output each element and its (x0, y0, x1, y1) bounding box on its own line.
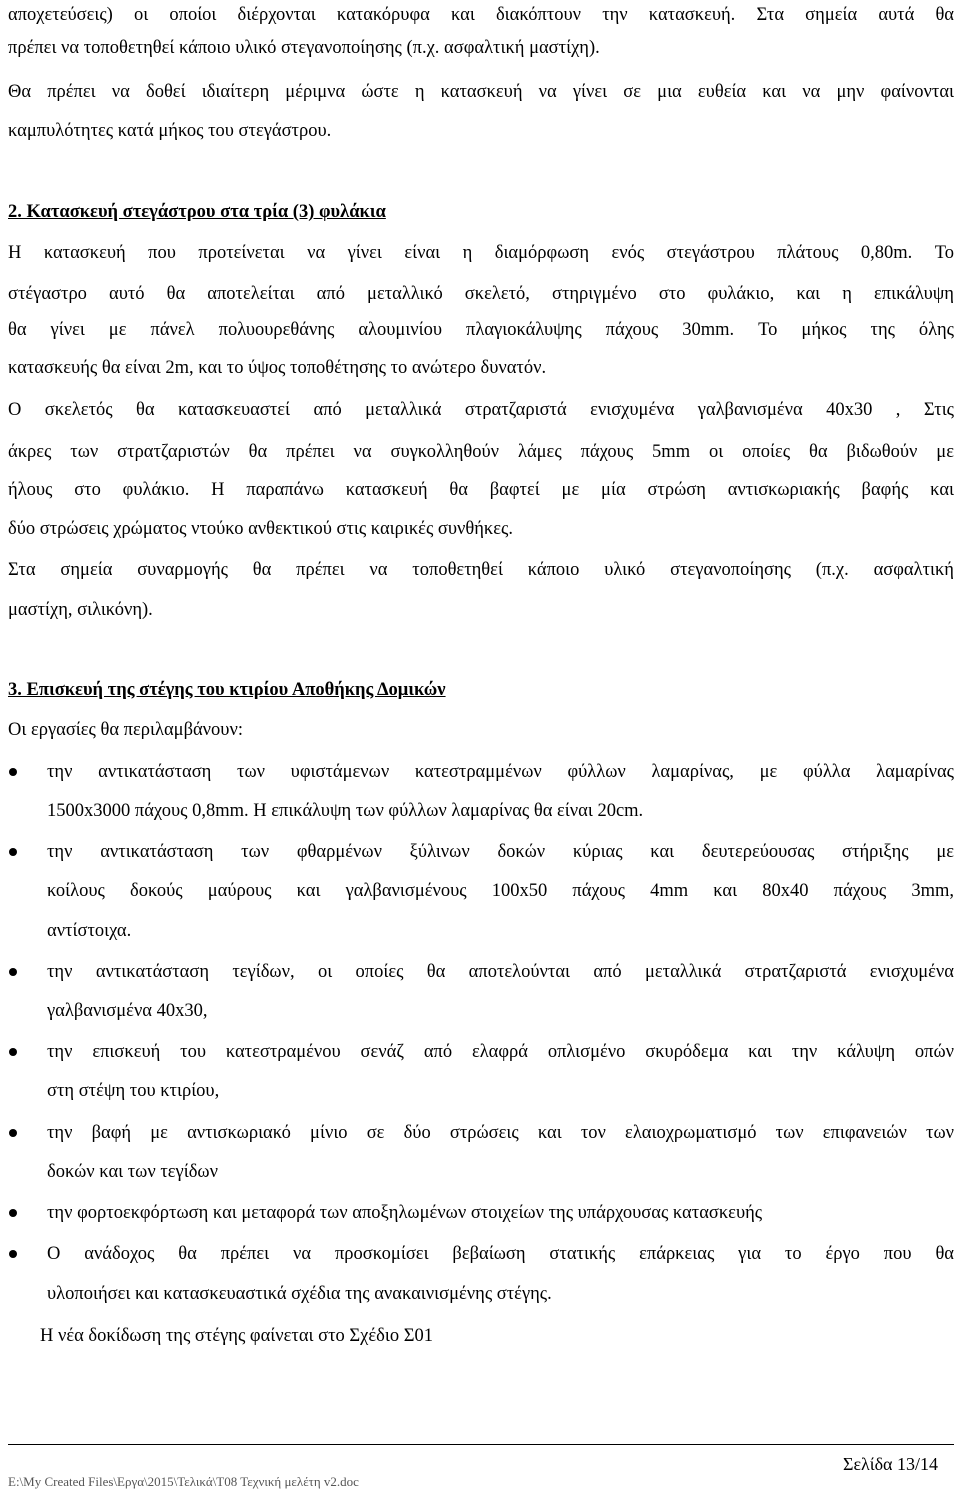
section-3-heading: 3. Επισκευή της στέγης του κτιρίου Αποθήκης Δομικών (8, 680, 446, 700)
section-3-intro: Οι εργασίες θα περιλαμβάνουν: (8, 720, 243, 740)
bullet-item-line: αντίστοιχα. (47, 921, 132, 941)
bullet-item-line: 1500x3000 πάχους 0,8mm. Η επικάλυψη των φύλλων λαμαρίνας θα είναι 20cm. (47, 801, 644, 821)
section-3-closing: Η νέα δοκίδωση της στέγης φαίνεται στο Σχέδιο Σ01 (40, 1326, 433, 1346)
bullet-item-line: την αντικατάσταση τεγίδων, οι οποίες θα αποτελούνται από μεταλλικά στρατζαριστά ενισχυμένα (47, 962, 954, 982)
section-2-line: μαστίχη, σιλικόνη). (8, 600, 153, 620)
bullet-dot (9, 848, 17, 856)
section-2-heading: 2. Κατασκευή στεγάστρου στα τρία (3) φυλάκια (8, 202, 386, 222)
section-2-line: Η κατασκευή που προτείνεται να γίνει είναι η διαμόρφωση ενός στεγάστρου πλάτους 0,80m. Το (8, 243, 954, 263)
bullet-item-line: γαλβανισμένα 40x30, (47, 1001, 208, 1021)
intro-line: Θα πρέπει να δοθεί ιδιαίτερη μέριμνα ώστε η κατασκευή να γίνει σε μια ευθεία και να μην φαίνονται (8, 82, 954, 102)
footer-divider (8, 1444, 954, 1445)
bullet-item-line: στη στέψη του κτιρίου, (47, 1081, 220, 1101)
intro-line: καμπυλότητες κατά μήκος του στεγάστρου. (8, 121, 332, 141)
bullet-item-line: κοίλους δοκούς μαύρους και γαλβανισμένους 100x50 πάχους 4mm και 80x40 πάχους 3mm, (47, 881, 954, 901)
file-path: E:\My Created Files\Εργα\2015\Τελικά\Τ08 Τεχνική μελέτη v2.doc (8, 1474, 359, 1489)
bullet-item-line: δοκών και των τεγίδων (47, 1162, 218, 1182)
bullet-item-line: την βαφή με αντισκωριακό μίνιο σε δύο στρώσεις και τον ελαιοχρωματισμό των επιφανειών των (47, 1123, 954, 1143)
bullet-item-line: την αντικατάσταση των φθαρμένων ξύλινων δοκών κύριας και δευτερεύουσας στήριξης με (47, 842, 954, 862)
intro-line: αποχετεύσεις) οι οποίοι διέρχονται κατακόρυφα και διακόπτουν την κατασκευή. Στα σημεία αυτά θα (8, 5, 954, 25)
section-2-line: άκρες των στρατζαριστών θα πρέπει να συγκολληθούν λάμες πάχους 5mm οι οποίες θα βιδωθούν με (8, 442, 954, 462)
bullet-item-line: την αντικατάσταση των υφιστάμενων κατεστραμμένων φύλλων λαμαρίνας, με φύλλα λαμαρίνας (47, 762, 954, 782)
page-number: Σελίδα 13/14 (842, 1454, 938, 1474)
bullet-dot (9, 1209, 17, 1217)
section-2-line: στέγαστρο αυτό θα αποτελείται από μεταλλικό σκελετό, στηριγμένο στο φυλάκιο, και η επικάλυψη (8, 284, 954, 304)
section-2-line: θα γίνει με πάνελ πολυουρεθάνης αλουμινίου πλαγιοκάλυψης πάχους 30mm. Το μήκος της όλης (8, 320, 954, 340)
bullet-item-line: την φορτοεκφόρτωση και μεταφορά των αποξηλωμένων στοιχείων της υπάρχουσας κατασκευής (47, 1203, 763, 1223)
bullet-item-line: Ο ανάδοχος θα πρέπει να προσκομίσει βεβαίωση στατικής επάρκειας για το έργο που θα (47, 1244, 954, 1264)
intro-line: πρέπει να τοποθετηθεί κάποιο υλικό στεγανοποίησης (π.χ. ασφαλτική μαστίχη). (8, 38, 600, 58)
bullet-dot (9, 1250, 17, 1258)
section-2-line: ήλους στο φυλάκιο. Η παραπάνω κατασκευή θα βαφτεί με μία στρώση αντισκωριακής βαφής και (8, 480, 954, 500)
bullet-dot (9, 768, 17, 776)
section-2-line: Ο σκελετός θα κατασκευαστεί από μεταλλικά στρατζαριστά ενισχυμένα γαλβανισμένα 40x30 , Στις (8, 400, 954, 420)
bullet-item-line: υλοποιήσει και κατασκευαστικά σχέδια της ανακαινισμένης στέγης. (47, 1284, 552, 1304)
section-2-line: δύο στρώσεις χρώματος ντούκο ανθεκτικού στις καιρικές συνθήκες. (8, 519, 513, 539)
bullet-dot (9, 1048, 17, 1056)
bullet-item-line: την επισκευή του κατεστραμένου σενάζ από ελαφρά οπλισμένο σκυρόδεμα και την κάλυψη οπών (47, 1042, 954, 1062)
section-2-line: κατασκευής θα είναι 2m, και το ύψος τοποθέτησης το ανώτερο δυνατόν. (8, 358, 547, 378)
section-2-line: Στα σημεία συναρμογής θα πρέπει να τοποθετηθεί κάποιο υλικό στεγανοποίησης (π.χ. ασφαλτική (8, 560, 954, 580)
bullet-dot (9, 968, 17, 976)
bullet-dot (9, 1129, 17, 1137)
